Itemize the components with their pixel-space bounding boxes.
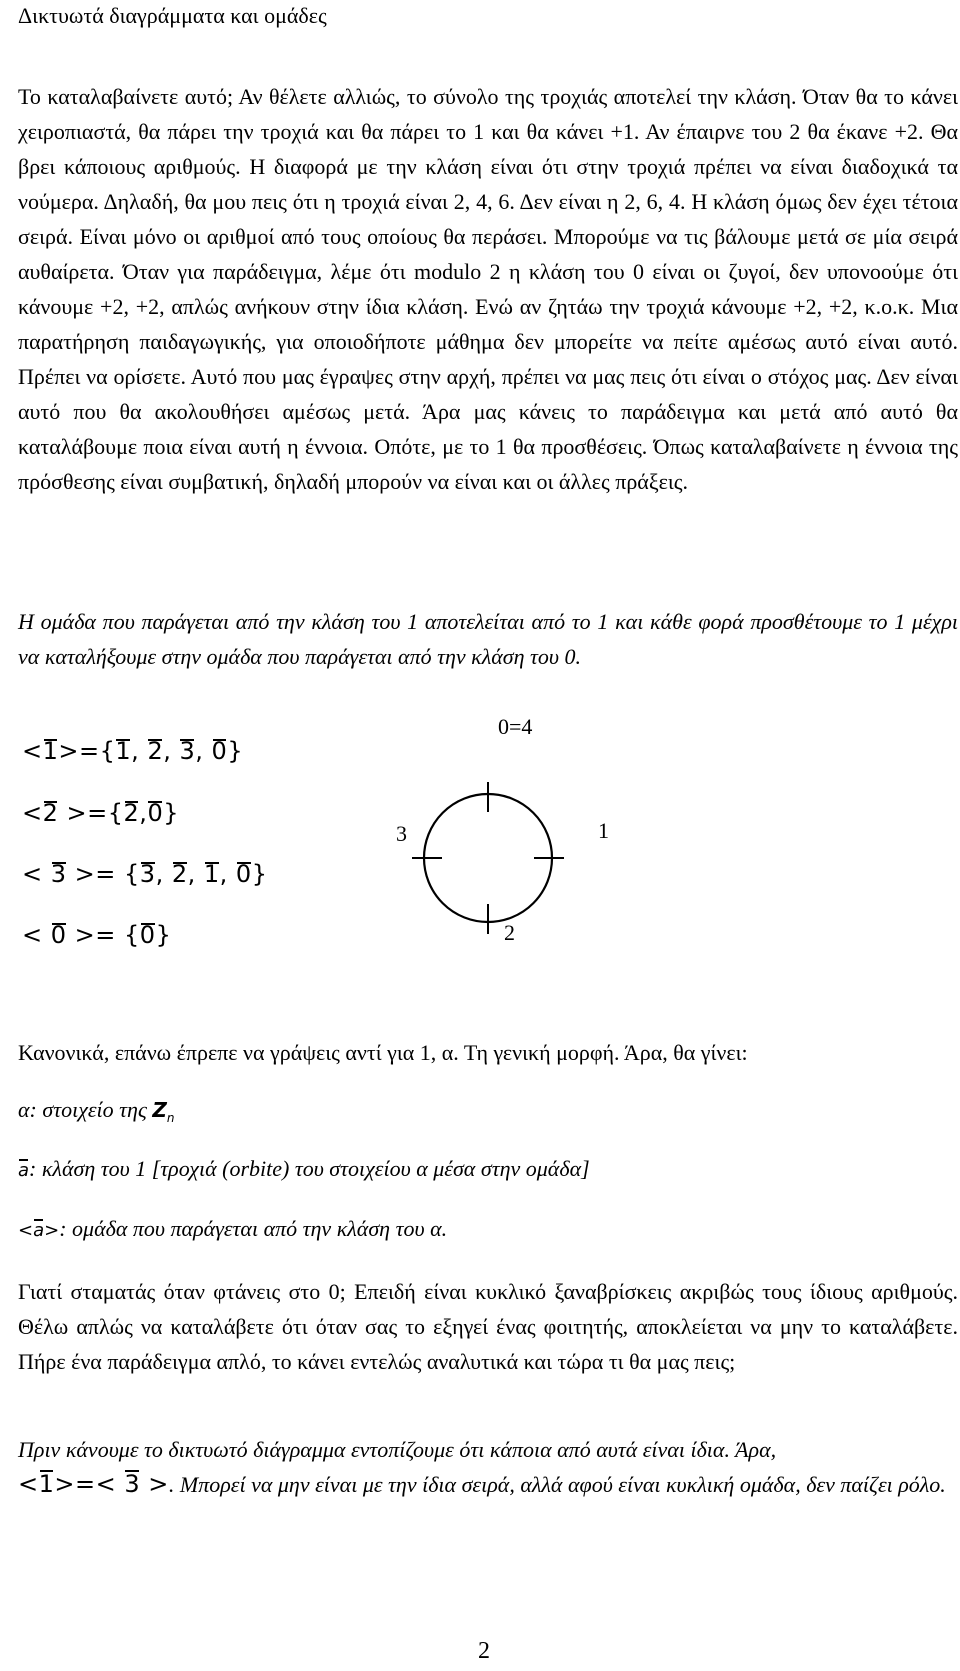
set-generator: 3 bbox=[50, 860, 67, 888]
set-generated-by-0: < 0 >= {0} bbox=[22, 921, 172, 949]
abar-symbol: a bbox=[18, 1160, 29, 1181]
set-generator: 1 bbox=[42, 737, 59, 765]
generated-group-symbol: <a> bbox=[18, 1220, 59, 1241]
set-generator: 0 bbox=[50, 921, 67, 949]
diagram-label-right: 1 bbox=[598, 818, 609, 843]
zn-symbol: $Z_n$ bbox=[152, 1098, 175, 1125]
paragraph-7: Γιατί σταματάς όταν φτάνεις στο 0; Επειδή είναι κυκλικό ξαναβρίσκεις ακριβώς τους ίδιους αριθμούς. Θέλω απλώς να καταλάβετε ότι όταν σας το εξηγεί ένας φοιτητής, αποκλείεται να μην το καταλάβετε. Πήρε ένα παράδειγμα απλό, το κάνει εντελώς αναλυτικά και τώρα τι θα μας πεις; bbox=[18, 1279, 958, 1374]
diagram-label-bottom: 2 bbox=[504, 920, 515, 945]
definition-generated-group: <a>: ομάδα που παράγεται από την κλάση του α. bbox=[18, 1214, 447, 1246]
paragraph-2: Η ομάδα που παράγεται από την κλάση του 1 αποτελείται από το 1 και κάθε φορά προσθέτουμε το 1 μέχρι να καταλήξουμε στην ομάδα που παράγεται από την κλάση του 0. bbox=[18, 609, 958, 669]
diagram-label-left: 3 bbox=[396, 821, 407, 846]
page-number: 2 bbox=[478, 1638, 490, 1664]
paragraph-1: Το καταλαβαίνετε αυτό; Αν θέλετε αλλιώς, το σύνολο της τροχιάς αποτελεί την κλάση. Όταν θα το κάνει χειροπιαστά, θα πάρει την τροχιά και θα πάρει το 1 και θα κάνει +1. Αν έπαιρνε του 2 θα έκανε +2. Θα βρει κάποιους αριθμούς. Η διαφορά με την κλάση είναι ότι στην τροχιά πρέπει να είναι διαδοχικά τα νούμερα. Δηλαδή, θα μου πεις ότι η τροχιά είναι 2, 4, 6. Δεν είναι η 2, 6, 4. Η κλάση όμως δεν έχει τέτοια σειρά. Είναι μόνο οι αριθμοί από τους οποίους θα περάσει. Μπορούμε να τις βάλουμε μετά σε μία σειρά αυθαίρετα. Όταν για παράδειγμα, λέμε ότι modulo 2 η κλάση του 0 είναι οι ζυγοί, δεν υπονοούμε ότι κάνουμε +2, +2, απλώς ανήκουν στην ίδια κλάση. Ενώ αν ζητάω την τροχιά κάνουμε +2, +2, κ.ο.κ. Μια παρατήρηση παιδαγωγικής, για οποιοδήποτε μάθημα δεν μπορείτε να πείτε αμέσως αυτό είναι αυτό. Πρέπει να ορίσετε. Αυτό που μας έγραψες στην αρχή, πρέπει να μας πεις ότι είναι ο στόχος μας. Δεν είναι αυτό που θα ακολουθήσει αμέσως μετά. Άρα μας κάνεις το παράδειγμα και μετά από αυτό θα καταλάβουμε ποια είναι αυτή η έννοια. Οπότε, με το 1 θα προσθέσεις. Όπως καταλαβαίνετε η έννοια της πρόσθεσης είναι συμβατική, δηλαδή μπορούν να είναι και οι άλλες πράξεις. bbox=[18, 84, 958, 494]
set-generator: 2 bbox=[42, 799, 59, 827]
paragraph-8: Πριν κάνουμε το δικτυωτό διάγραμμα εντοπίζουμε ότι κάποια από αυτά είναι ίδια. Άρα, <1>=< 3 >. Μπορεί να μην είναι με την ίδια σειρά, αλλά αφού είναι κυκλική ομάδα, δεν παίζει ρόλο. bbox=[18, 1432, 958, 1502]
set-generated-by-2: <2 >={2,0} bbox=[22, 799, 179, 827]
page-header: Δικτυωτά διαγράμματα και ομάδες bbox=[18, 3, 327, 28]
definition-a: α: στοιχείο της $Z_n$ bbox=[18, 1097, 175, 1125]
cycle-diagram-svg bbox=[388, 748, 688, 978]
definition-abar: a: κλάση του 1 [τροχιά (orbite) του στοιχείου α μέσα στην ομάδα] bbox=[18, 1154, 590, 1186]
set-generated-by-3: < 3 >= {3, 2, 1, 0} bbox=[22, 860, 268, 888]
diagram-label-top: 0=4 bbox=[498, 714, 533, 739]
cycle-diagram bbox=[388, 714, 688, 978]
paragraph-3: Κανονικά, επάνω έπρεπε να γράψεις αντί για 1, α. Τη γενική μορφή. Άρα, θα γίνει: bbox=[18, 1040, 748, 1065]
set-generated-by-1: <1>={1, 2, 3, 0} bbox=[22, 737, 244, 765]
equality-symbol: <1>=< 3 > bbox=[18, 1470, 169, 1498]
cycle-circle bbox=[424, 794, 552, 922]
